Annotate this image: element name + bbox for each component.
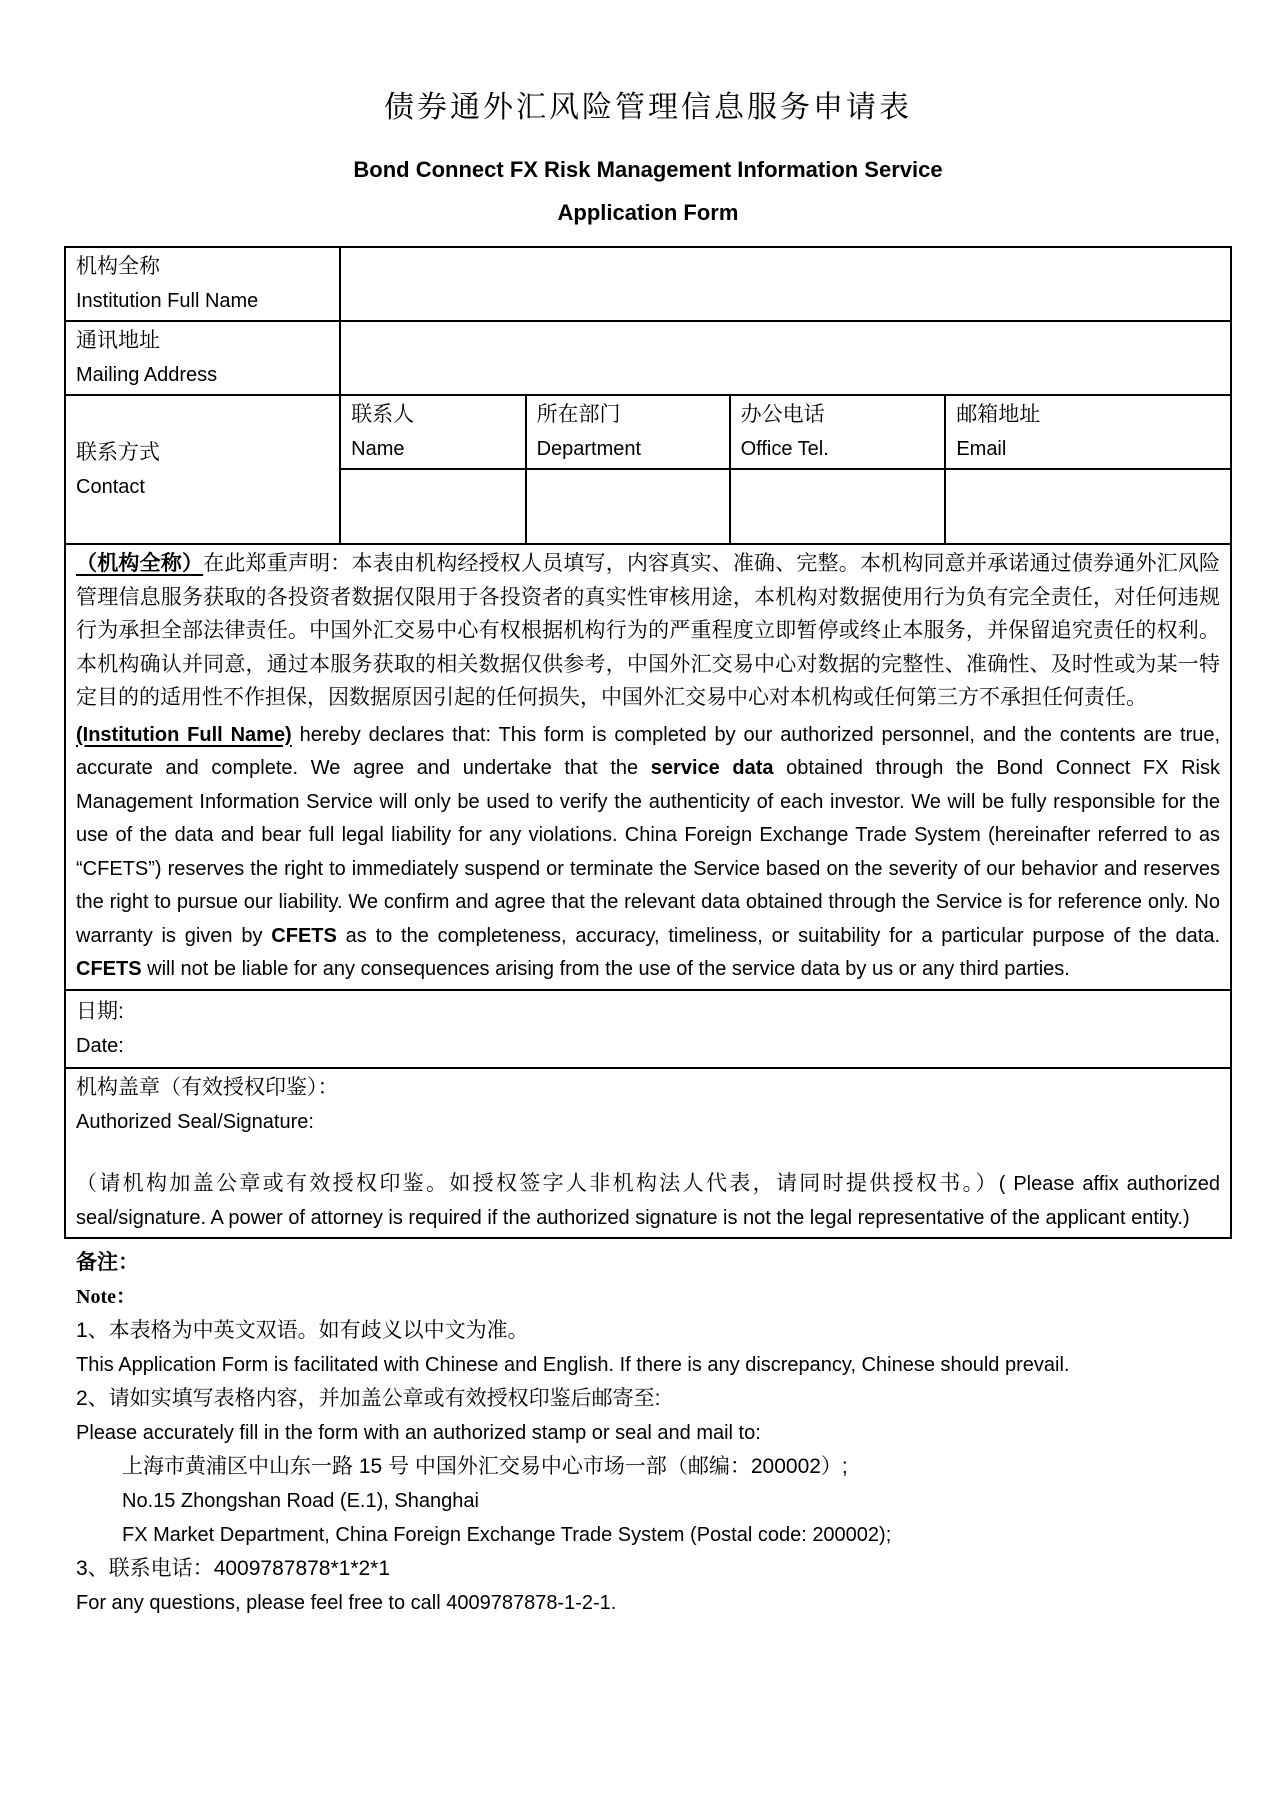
declaration-row bbox=[65, 544, 1231, 990]
contact-email-header-cell bbox=[945, 395, 1231, 469]
contact-office-tel-header-en: Office Tel. bbox=[740, 438, 829, 460]
declaration-en-bold-cfets-2: CFETS bbox=[76, 958, 142, 980]
form-title-en-line2: Application Form bbox=[557, 200, 739, 225]
seal-note-en: ( Please affix authorized seal/signature. A power of attorney is required if the authorized signature is not the legal representative of the applicant entity.) bbox=[76, 1172, 1220, 1229]
mailing-address-label-en: Mailing Address bbox=[76, 364, 218, 386]
note-2-address-cn: 上海市黄浦区中山东一路 15 号 中国外汇交易中心市场一部（邮编：200002）; bbox=[122, 1454, 848, 1478]
declaration-en-bold-service-data: service data bbox=[650, 757, 774, 779]
contact-office-tel-header-cn: 办公电话 bbox=[740, 403, 825, 426]
declaration-cn-body: 在此郑重声明：本表由机构经授权人员填写，内容真实、准确、完整。本机构同意并承诺通过债券通外汇风险管理信息服务获取的各投资者数据仅限用于各投资者的真实性审核用途，本机构对数据使用行为负有完全责任，对任何违规行为承担全部法律责任。中国外汇交易中心有权根据机构行为的严重程度立即暂停或终止本服务，并保留追究责任的权利。本机构确认并同意，通过本服务获取的相关数据仅供参考，中国外汇交易中心对数据的完整性、准确性、及时性或为某一特定目的的适用性不作担保，因数据原因引起的任何损失，中国外汇交易中心对本机构或任何第三方不承担任何责任。 bbox=[76, 552, 1221, 709]
form-title-en bbox=[64, 148, 1232, 234]
contact-name-header-cn: 联系人 bbox=[351, 403, 415, 426]
seal-label-en: Authorized Seal/Signature: bbox=[76, 1110, 314, 1133]
declaration-en-seg1: hereby declares that: This form is completed by our authorized personnel, and the contents are true, accurate and complete. We agree and undertake that the bbox=[76, 723, 1221, 779]
contact-label-cn: 联系方式 bbox=[76, 440, 160, 464]
note-2-en: Please accurately fill in the form with an authorized stamp or seal and mail to: bbox=[76, 1421, 761, 1444]
mailing-address-value-cell[interactable] bbox=[340, 321, 1231, 395]
contact-department-header-cn: 所在部门 bbox=[536, 403, 621, 426]
contact-email-header-en: Email bbox=[956, 438, 1007, 460]
contact-office-tel-input-cell[interactable] bbox=[730, 469, 946, 544]
note-1-en: This Application Form is facilitated with Chinese and English. If there is any discrepancy, Chinese should prevail. bbox=[76, 1353, 1070, 1376]
notes-section bbox=[64, 1246, 1232, 1620]
declaration-en-seg4: will not be liable for any consequences arising from the use of the service data by us or any third parties. bbox=[141, 958, 1070, 980]
note-3-en: For any questions, please feel free to call 4009787878-1-2-1. bbox=[76, 1591, 617, 1614]
declaration-cn-lead: （机构全称） bbox=[76, 552, 204, 575]
note-2-address-en-2: FX Market Department, China Foreign Exchange Trade System (Postal code: 200002); bbox=[122, 1523, 892, 1546]
declaration-en-seg2: obtained through the Bond Connect FX Risk Management Information Service will only be used to verify the authenticity of each investor. We will be fully responsible for the use of the data and bear full legal liability for any violations. China Foreign Exchange Trade System (hereinafter referred to as “CFETS”) reserves the right to immediately suspend or terminate the Service based on the severity of our behavior and reserves the right to pursue our liability. We confirm and agree that the relevant data obtained through the Service is for reference only. No warranty is given by bbox=[76, 757, 1220, 947]
contact-email-input-cell[interactable] bbox=[945, 469, 1231, 544]
contact-label-en: Contact bbox=[76, 475, 145, 498]
contact-department-header-en: Department bbox=[536, 438, 642, 460]
institution-label-en: Institution Full Name bbox=[76, 290, 259, 312]
contact-email-header-cn: 邮箱地址 bbox=[956, 403, 1041, 426]
declaration-en-lead: (Institution Full Name) bbox=[76, 723, 292, 746]
mailing-address-label-cn: 通讯地址 bbox=[76, 329, 160, 352]
note-3-phone-number: 4009787878*1*2*1 bbox=[213, 1556, 391, 1580]
seal-stamp-area bbox=[76, 1139, 1220, 1167]
seal-label-cn: 机构盖章（有效授权印鉴）： bbox=[76, 1075, 339, 1099]
date-field-cell[interactable] bbox=[65, 990, 1231, 1068]
form-title-en-line1: Bond Connect FX Risk Management Information Service bbox=[353, 157, 943, 182]
note-1-cn: 1、本表格为中英文双语。如有歧义以中文为准。 bbox=[76, 1318, 529, 1342]
declaration-paragraph-en bbox=[76, 719, 1220, 987]
contact-office-tel-header-cell bbox=[730, 395, 946, 469]
declaration-paragraph-cn bbox=[76, 547, 1220, 715]
note-2-cn: 2、请如实填写表格内容，并加盖公章或有效授权印鉴后邮寄至: bbox=[76, 1386, 661, 1410]
institution-label-cell bbox=[65, 247, 340, 321]
declaration-cell bbox=[65, 544, 1231, 990]
notes-heading-cn: 备注： bbox=[76, 1250, 139, 1274]
seal-note-paragraph bbox=[76, 1167, 1220, 1235]
contact-label-cell bbox=[65, 395, 340, 544]
application-form-table bbox=[64, 246, 1232, 1239]
contact-department-input-cell[interactable] bbox=[526, 469, 730, 544]
date-row bbox=[65, 990, 1231, 1068]
contact-header-row bbox=[65, 395, 1231, 469]
note-3-cn bbox=[76, 1552, 1230, 1586]
declaration-en-bold-cfets-1: CFETS bbox=[271, 924, 337, 947]
contact-name-header-en: Name bbox=[351, 438, 405, 460]
contact-department-header-cell bbox=[526, 395, 730, 469]
mailing-address-label-cell bbox=[65, 321, 340, 395]
institution-value-cell[interactable] bbox=[340, 247, 1231, 321]
seal-row bbox=[65, 1068, 1231, 1238]
declaration-en-seg3: as to the completeness, accuracy, timeliness, or suitability for a particular purpose of the data. bbox=[336, 924, 1221, 947]
institution-label-cn: 机构全称 bbox=[76, 255, 160, 278]
note-2-address-en-1: No.15 Zhongshan Road (E.1), Shanghai bbox=[122, 1489, 479, 1512]
note-3-cn-label: 3、联系电话： bbox=[76, 1556, 214, 1580]
seal-cell bbox=[65, 1068, 1231, 1238]
date-label-en: Date: bbox=[76, 1034, 124, 1057]
date-label-cn: 日期: bbox=[76, 999, 124, 1023]
notes-heading-en: Note： bbox=[76, 1285, 136, 1308]
mailing-address-row bbox=[65, 321, 1231, 395]
contact-name-header-cell bbox=[340, 395, 525, 469]
contact-name-input-cell[interactable] bbox=[340, 469, 525, 544]
form-title-cn: 债券通外汇风险管理信息服务申请表 bbox=[384, 90, 912, 125]
seal-note-cn: （请机构加盖公章或有效授权印鉴。如授权签字人非机构法人代表，请同时提供授权书。） bbox=[76, 1171, 999, 1195]
institution-row bbox=[65, 247, 1231, 321]
